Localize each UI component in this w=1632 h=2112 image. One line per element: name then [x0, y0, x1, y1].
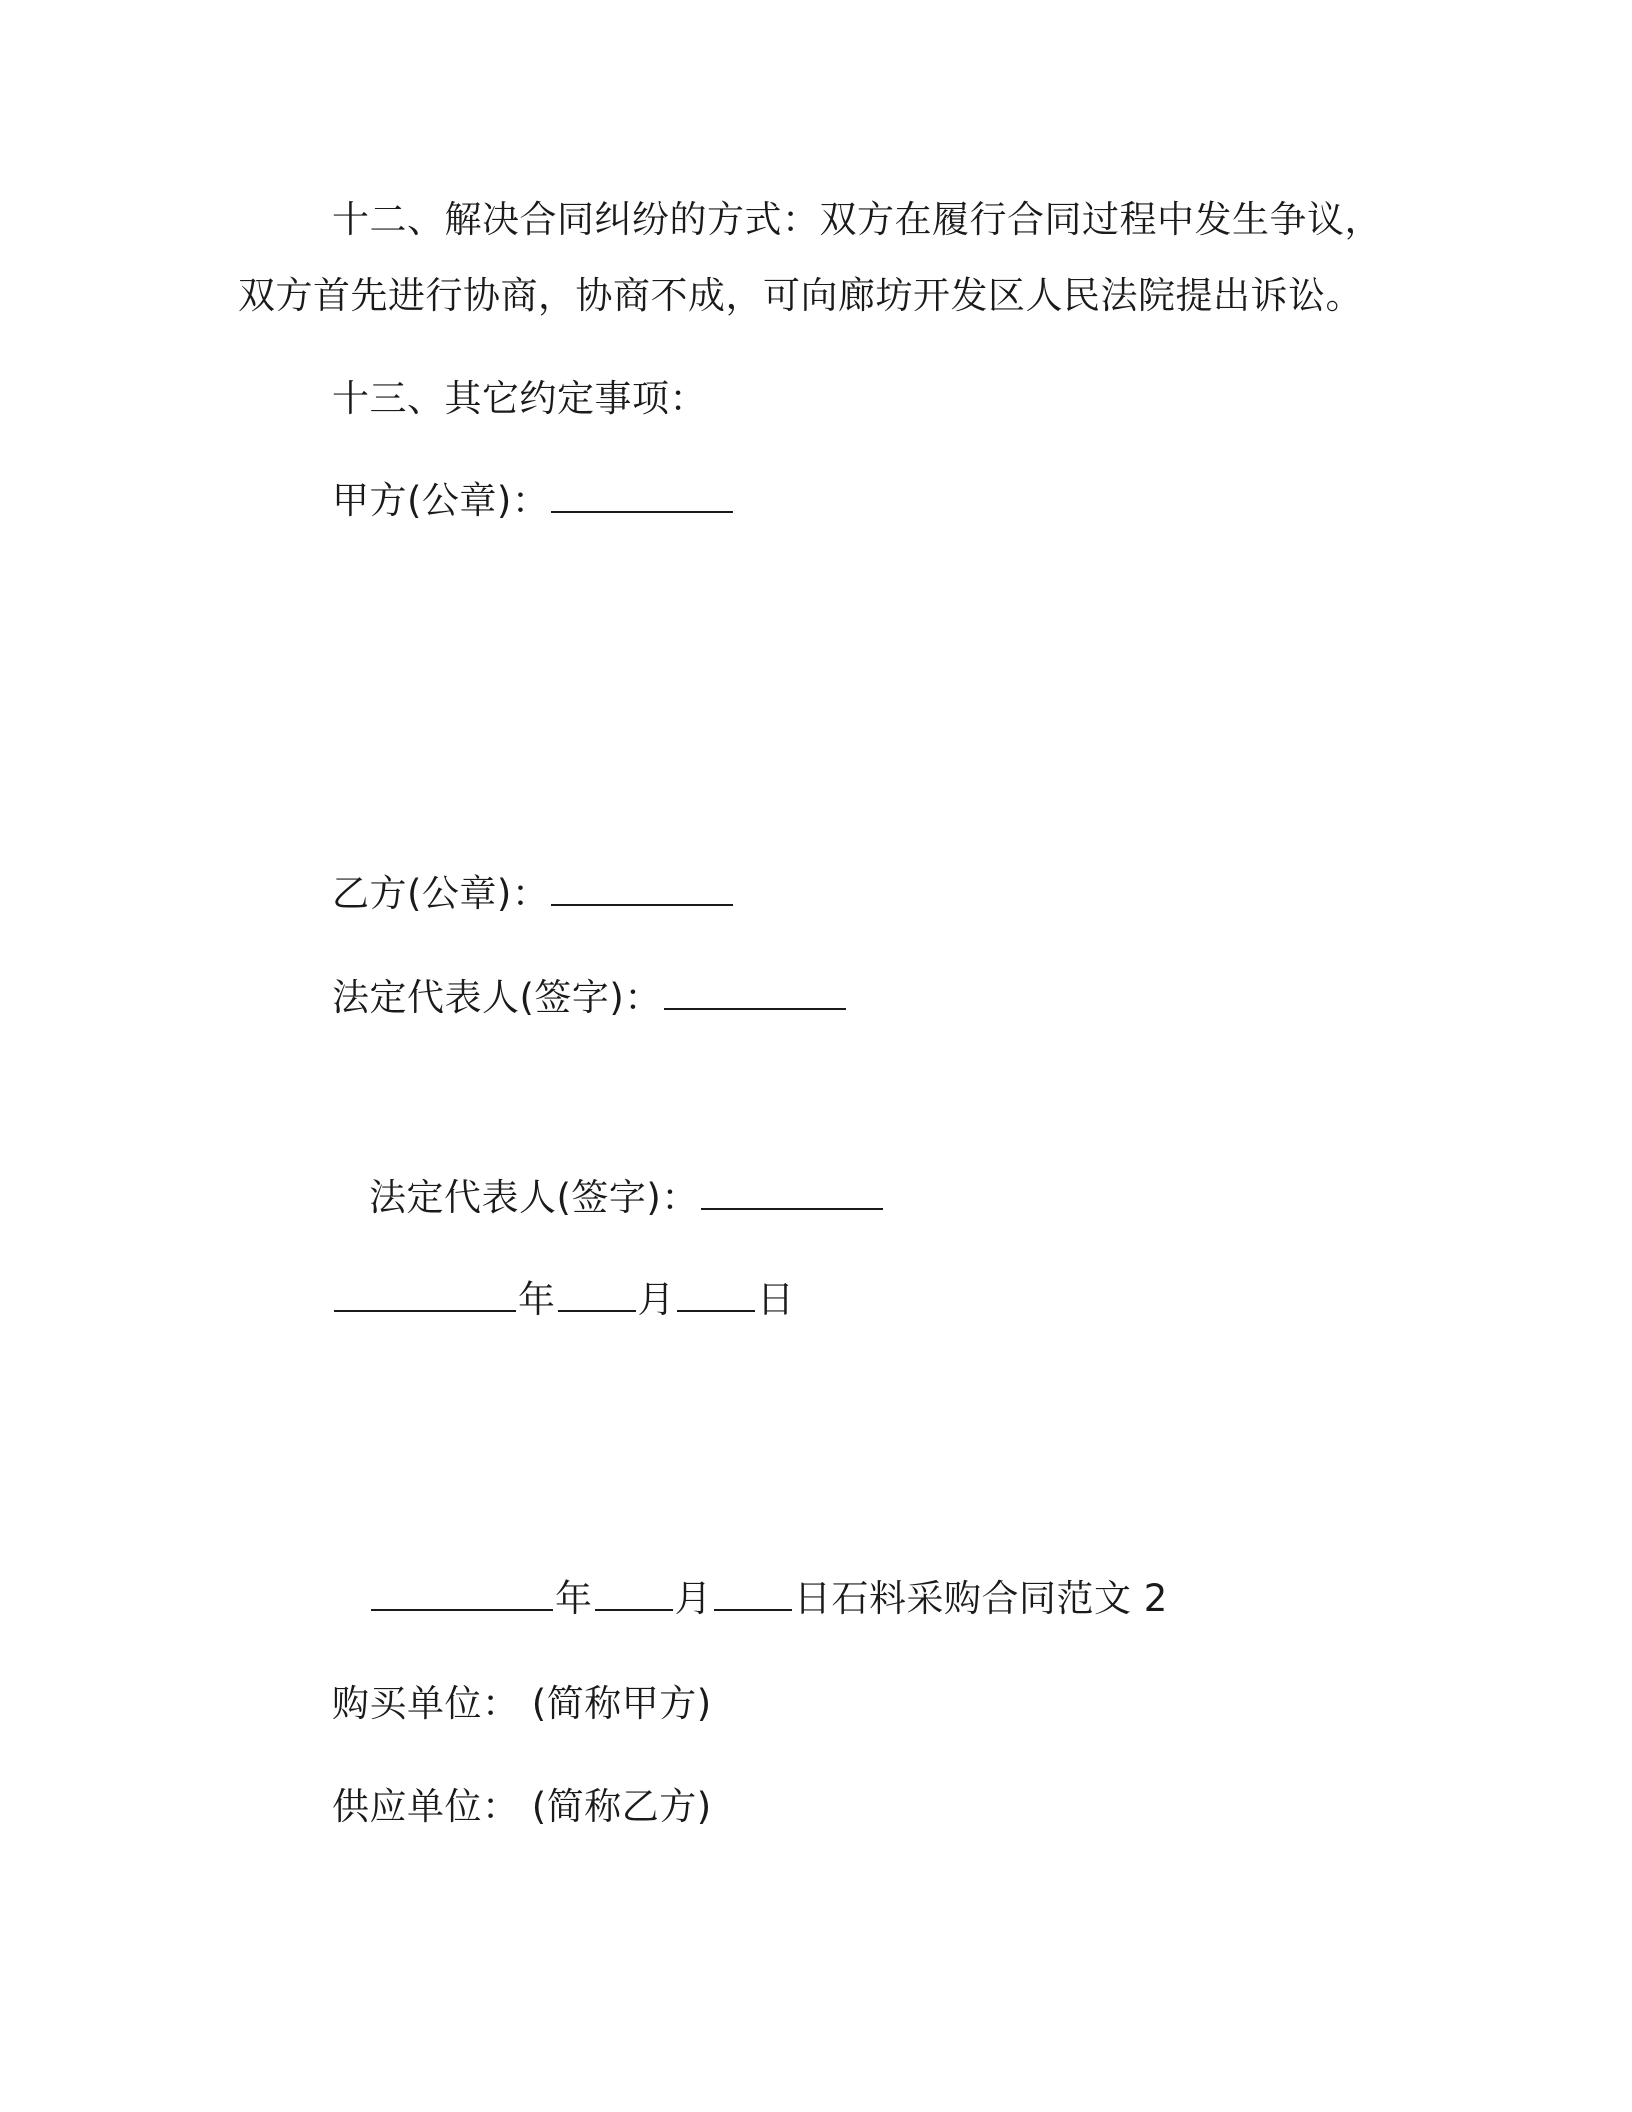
party-a-seal-blank — [551, 481, 733, 513]
legal-rep-line-1 — [332, 974, 848, 1022]
date-2-year: 年 — [555, 1577, 593, 1620]
date-title-line — [369, 1575, 1168, 1623]
clause-12-line-2: 双方首先进行协商，协商不成，可向廊坊开发区人民法院提出诉讼。 — [238, 274, 1363, 317]
party-b-seal-blank — [551, 874, 733, 906]
party-b-seal-label: 乙方(公章)： — [332, 872, 550, 915]
date-2-month: 月 — [674, 1577, 712, 1620]
date-2-day-blank — [714, 1579, 792, 1611]
clause-13-heading: 十三、其它约定事项： — [332, 377, 707, 420]
party-b-seal-line — [332, 870, 735, 918]
date-2-year-blank — [371, 1579, 553, 1611]
date-1-day-blank — [677, 1280, 755, 1312]
date-1-month-blank — [558, 1280, 636, 1312]
date-1-month: 月 — [637, 1278, 675, 1321]
legal-rep-label-2: 法定代表人(签字)： — [369, 1176, 699, 1219]
legal-rep-line-2 — [369, 1174, 885, 1222]
date-1-year-blank — [334, 1280, 516, 1312]
clause-12-line-1: 十二、解决合同纠纷的方式：双方在履行合同过程中发生争议， — [332, 198, 1382, 241]
buyer-line: 购买单位： (简称甲方) — [332, 1682, 712, 1725]
supplier-line: 供应单位： (简称乙方) — [332, 1785, 712, 1828]
legal-rep-blank-2 — [701, 1178, 883, 1210]
party-a-seal-label: 甲方(公章)： — [332, 479, 550, 522]
legal-rep-blank-1 — [664, 978, 846, 1010]
date-1-day: 日 — [757, 1278, 795, 1321]
section-title: 日石料采购合同范文 2 — [794, 1577, 1168, 1620]
party-a-seal-line — [332, 477, 735, 525]
legal-rep-label-1: 法定代表人(签字)： — [332, 976, 662, 1019]
date-2-month-blank — [595, 1579, 673, 1611]
date-line-1 — [332, 1276, 795, 1324]
date-1-year: 年 — [518, 1278, 556, 1321]
